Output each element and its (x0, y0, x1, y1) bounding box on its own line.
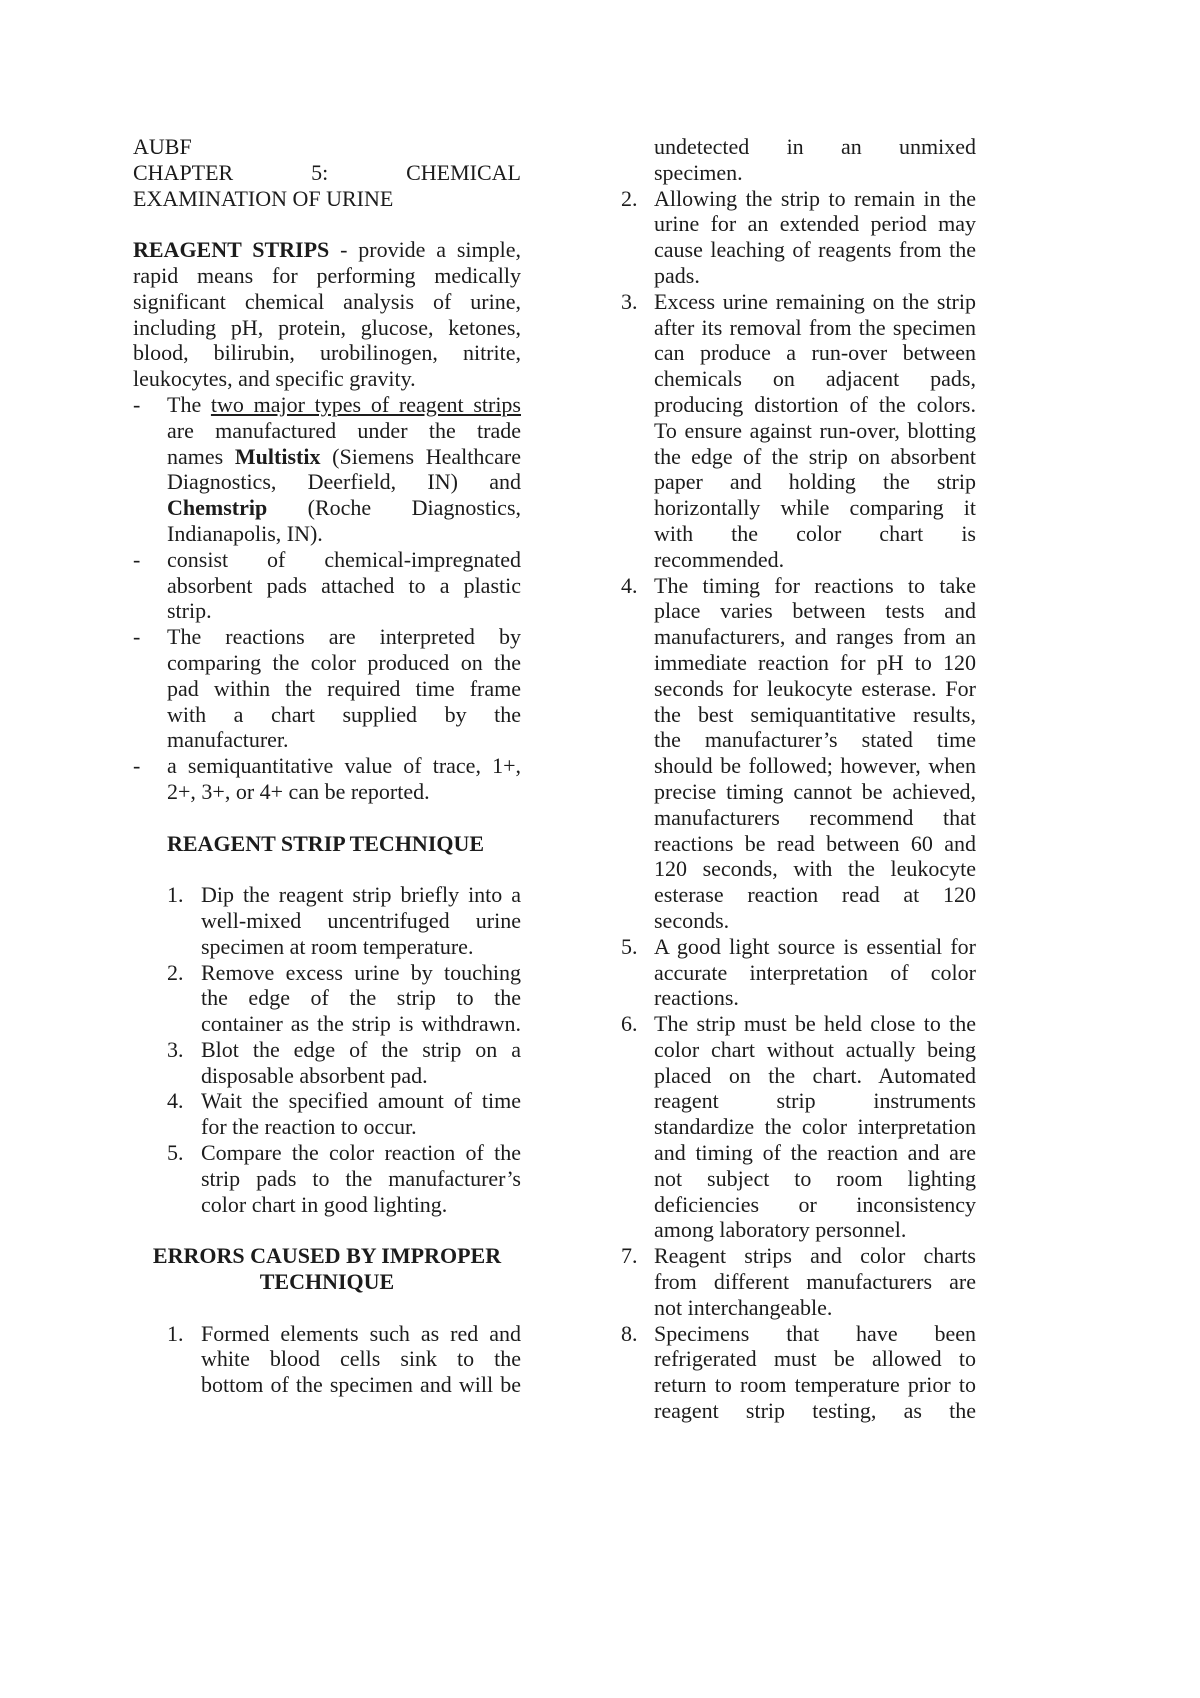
definition-line: blood, bilirubin, urobilinogen, nitrite, (133, 340, 521, 366)
error-item-line: manufacturers recommend that (654, 804, 976, 830)
item-text: Formed elements such as red and (201, 1320, 521, 1346)
error-item-line (621, 1011, 976, 1037)
step-line: disposable absorbent pad. (201, 1062, 428, 1088)
bullet-item-line (133, 392, 521, 418)
error-item-line: should be followed; however, when (654, 753, 976, 779)
error-item-line: producing distortion of the colors. (654, 391, 976, 417)
section-heading-text: TECHNIQUE (259, 1269, 395, 1295)
error-item-line: can produce a run-over between (654, 340, 976, 366)
error-item-line: bottom of the specimen and will be (201, 1372, 521, 1398)
bullet-item-line: comparing the color produced on the (167, 649, 521, 675)
step-line: specimen at room temperature. (201, 933, 474, 959)
bullet-item-line (133, 753, 521, 779)
bullet-item-line: are manufactured under the trade (167, 417, 521, 443)
error-item-line: 120 seconds, with the leukocyte (654, 856, 976, 882)
step-text: Dip the reagent strip briefly into a (201, 882, 521, 908)
error-item-line: accurate interpretation of color (654, 959, 976, 985)
bullet-item-line: manufacturer. (167, 727, 289, 753)
blank-line (133, 856, 521, 882)
error-item-line (621, 934, 976, 960)
step-text: Wait the specified amount of time (201, 1088, 521, 1114)
step-line (133, 1140, 521, 1166)
step-line (133, 1037, 521, 1063)
error-item-line: standardize the color interpretation (654, 1114, 976, 1140)
bullet-text: a semiquantitative value of trace, 1+, (167, 753, 521, 779)
step-line (133, 1088, 521, 1114)
bullet-item-line: Indianapolis, IN). (167, 520, 323, 546)
item-text: A good light source is essential for (654, 933, 976, 959)
step-line: strip pads to the manufacturer’s (201, 1165, 521, 1191)
step-line: color chart in good lighting. (201, 1191, 448, 1217)
item-number: 8. (621, 1320, 638, 1346)
error-item-line: recommended. (654, 546, 785, 572)
item-text: Reagent strips and color charts (654, 1243, 976, 1269)
bullet-item-line: pad within the required time frame (167, 675, 521, 701)
error-item-line: the manufacturer’s stated time (654, 727, 976, 753)
definition-line: including pH, protein, glucose, ketones, (133, 314, 521, 340)
error-item-line: not subject to room lighting (654, 1165, 976, 1191)
right-column (621, 134, 976, 1424)
step-line (133, 882, 521, 908)
definition-line: rapid means for performing medically (133, 262, 521, 288)
error-item-line: from different manufacturers are (654, 1269, 976, 1295)
item-text: Specimens that have been (654, 1320, 976, 1346)
step-line: container as the strip is withdrawn. (201, 1011, 521, 1037)
item-text: The timing for reactions to take (654, 572, 976, 598)
blank-line (133, 805, 521, 831)
section-heading-text: REAGENT STRIP TECHNIQUE (167, 830, 485, 856)
error-item-line: reagent strip instruments (654, 1088, 976, 1114)
error-item-line: and timing of the reaction and are (654, 1140, 976, 1166)
error-item-line: seconds for leukocyte esterase. For (654, 675, 976, 701)
left-column (133, 134, 521, 1398)
bullet-marker: - (133, 391, 141, 417)
item-number: 5. (621, 933, 638, 959)
section-heading (133, 1243, 521, 1269)
bullet-marker: - (133, 546, 141, 572)
bullet-item-line: 2+, 3+, or 4+ can be reported. (167, 778, 430, 804)
error-item-line: not interchangeable. (654, 1294, 833, 1320)
section-heading-text: ERRORS CAUSED BY IMPROPER (152, 1243, 502, 1269)
term-reagent-strips: REAGENT STRIPS (133, 237, 330, 263)
brand-multistix: Multistix (234, 443, 321, 469)
bullet-text: The reactions are interpreted by (167, 624, 521, 650)
step-line: for the reaction to occur. (201, 1114, 417, 1140)
bullet-marker: - (133, 753, 141, 779)
item-number: 7. (621, 1243, 638, 1269)
step-line (133, 960, 521, 986)
step-number: 1. (167, 882, 184, 908)
error-item-line: reactions. (654, 985, 739, 1011)
blank-line (133, 1295, 521, 1321)
item-number: 2. (621, 185, 638, 211)
error-item-line: To ensure against run-over, blotting (654, 417, 976, 443)
error-item-line: color chart without actually being (654, 1036, 976, 1062)
error-item-line: placed on the chart. Automated (654, 1062, 976, 1088)
error-item-line: specimen. (654, 159, 743, 185)
error-item-line: reagent strip testing, as the (654, 1398, 976, 1424)
item-number: 3. (621, 288, 638, 314)
step-line: well-mixed uncentrifuged urine (201, 907, 521, 933)
bullet-item-line (133, 444, 521, 470)
bullet-text: (Roche Diagnostics, (307, 495, 521, 521)
error-item-line: cause leaching of reagents from the (654, 237, 976, 263)
bullet-item-line: with a chart supplied by the (167, 701, 521, 727)
error-item-line: reactions be read between 60 and (654, 830, 976, 856)
bullet-text: The (167, 391, 202, 417)
error-item-line: manufacturers, and ranges from an (654, 624, 976, 650)
error-item-line: place varies between tests and (654, 598, 976, 624)
error-item-line (621, 1243, 976, 1269)
error-item-line: horizontally while comparing it (654, 495, 976, 521)
error-item-line: paper and holding the strip (654, 469, 976, 495)
error-item-line: precise timing cannot be achieved, (654, 778, 976, 804)
error-item-line: immediate reaction for pH to 120 (654, 649, 976, 675)
error-item-line: pads. (654, 262, 700, 288)
step-number: 2. (167, 959, 184, 985)
underlined-phrase: two major types of reagent strips (210, 391, 521, 417)
error-item-line: return to room temperature prior to (654, 1372, 976, 1398)
bullet-text: (Siemens Healthcare (332, 443, 522, 469)
bullet-item-line (133, 624, 521, 650)
error-item-line (621, 289, 976, 315)
item-text: Allowing the strip to remain in the (654, 185, 976, 211)
error-item-line: undetected in an unmixed (654, 134, 976, 159)
step-line: the edge of the strip to the (201, 985, 521, 1011)
bullet-text: names (167, 443, 224, 469)
error-item-line: with the color chart is (654, 520, 976, 546)
bullet-marker: - (133, 624, 141, 650)
item-number: 6. (621, 1011, 638, 1037)
step-text: Compare the color reaction of the (201, 1140, 521, 1166)
bullet-item-line: Diagnostics, Deerfield, IN) and (167, 469, 521, 495)
bullet-item-line: strip. (167, 598, 212, 624)
item-text: Excess urine remaining on the strip (654, 288, 976, 314)
definition-line: significant chemical analysis of urine, (133, 288, 521, 314)
error-item-line (133, 1321, 521, 1347)
chapter-title-line: EXAMINATION OF URINE (133, 185, 394, 211)
definition-line: leukocytes, and specific gravity. (133, 366, 416, 392)
bullet-item-line (133, 495, 521, 521)
error-item-line: seconds. (654, 907, 730, 933)
item-number: 4. (621, 572, 638, 598)
course-code: AUBF (133, 134, 192, 159)
error-item-line (621, 573, 976, 599)
error-item-line: among laboratory personnel. (654, 1217, 907, 1243)
item-number: 1. (167, 1320, 184, 1346)
error-item-line: the edge of the strip on absorbent (654, 443, 976, 469)
error-item-line: esterase reaction read at 120 (654, 882, 976, 908)
bullet-item-line (133, 547, 521, 573)
definition-line (133, 237, 521, 263)
error-item-line: urine for an extended period may (654, 211, 976, 237)
bullet-text: consist of chemical-impregnated (167, 546, 521, 572)
section-heading (133, 1269, 521, 1295)
chapter-title-line: CHAPTER 5: CHEMICAL (133, 159, 521, 185)
bullet-item-line: absorbent pads attached to a plastic (167, 572, 521, 598)
error-item-line: white blood cells sink to the (201, 1346, 521, 1372)
step-number: 4. (167, 1088, 184, 1114)
section-heading (133, 831, 521, 857)
brand-chemstrip: Chemstrip (167, 495, 268, 521)
item-text: The strip must be held close to the (654, 1011, 976, 1037)
step-number: 5. (167, 1140, 184, 1166)
error-item-line: the best semiquantitative results, (654, 701, 976, 727)
step-text: Remove excess urine by touching (201, 959, 521, 985)
error-item-line: deficiencies or inconsistency (654, 1191, 976, 1217)
error-item-line: after its removal from the specimen (654, 314, 976, 340)
error-item-line: chemicals on adjacent pads, (654, 366, 976, 392)
step-text: Blot the edge of the strip on a (201, 1036, 521, 1062)
definition-text: - provide a simple, (340, 237, 522, 263)
blank-line (133, 1217, 521, 1243)
error-item-line (621, 186, 976, 212)
blank-line (133, 211, 521, 237)
error-item-line (621, 1321, 976, 1347)
step-number: 3. (167, 1036, 184, 1062)
error-item-line: refrigerated must be allowed to (654, 1346, 976, 1372)
